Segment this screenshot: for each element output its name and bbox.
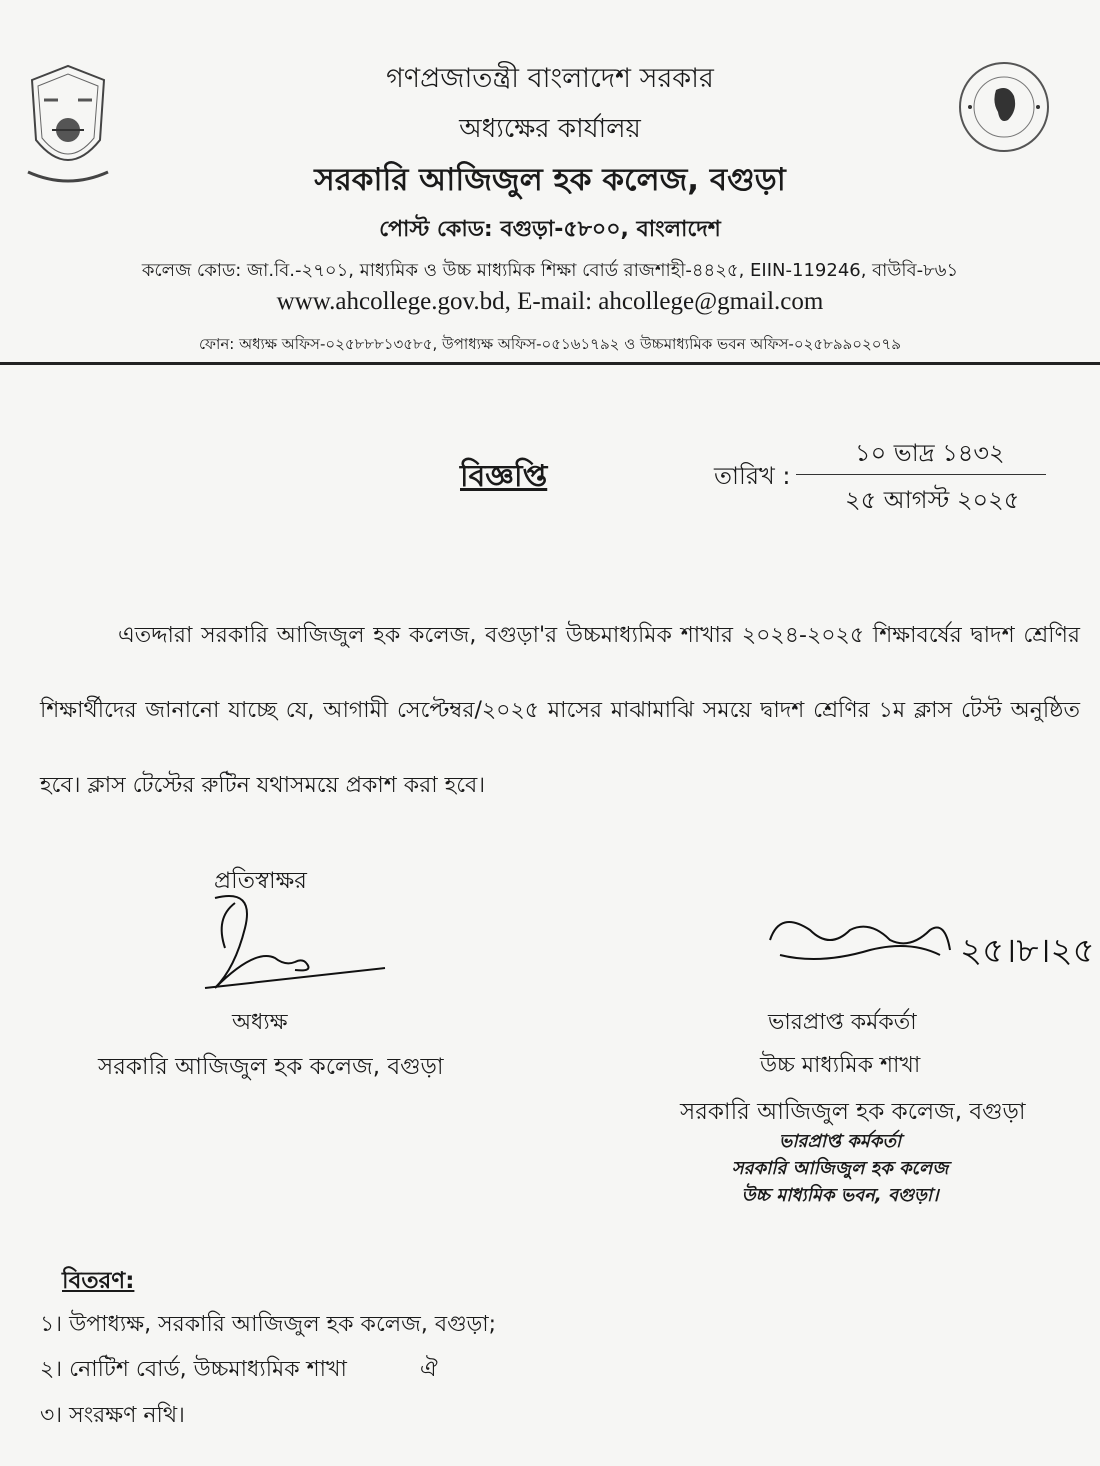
officer-title: ভারপ্রাপ্ত কর্মকর্তা bbox=[768, 1010, 917, 1035]
distribution-item-suffix: ঐ bbox=[420, 1357, 438, 1382]
date-label: তারিখ : bbox=[714, 462, 791, 490]
date-bangla: ১০ ভাদ্র ১৪৩২ bbox=[855, 439, 1005, 467]
date-divider bbox=[796, 474, 1046, 475]
stamp-line-1: ভারপ্রাপ্ত কর্মকর্তা bbox=[778, 1131, 902, 1152]
web-email: www.ahcollege.gov.bd, E-mail: ahcollege@gmail.com bbox=[276, 288, 824, 315]
officer-branch: উচ্চ মাধ্যমিক শাখা bbox=[760, 1053, 921, 1078]
stamp-line-3: উচ্চ মাধ্যমিক ভবন, বগুড়া। bbox=[741, 1185, 939, 1206]
notice-title: বিজ্ঞপ্তি bbox=[460, 459, 548, 494]
officer-college: সরকারি আজিজুল হক কলেজ, বগুড়া bbox=[680, 1099, 1026, 1125]
distribution-item: ২। নোটিশ বোর্ড, উচ্চমাধ্যমিক শাখা bbox=[40, 1357, 347, 1382]
postcode: পোস্ট কোড: বগুড়া-৫৮০০, বাংলাদেশ bbox=[379, 217, 721, 242]
principal-title: অধ্যক্ষ bbox=[232, 1010, 288, 1035]
distribution-item: ৩। সংরক্ষণ নথি। bbox=[40, 1403, 185, 1428]
principal-college: সরকারি আজিজুল হক কলেজ, বগুড়া bbox=[98, 1054, 444, 1080]
notice-body: এতদ্দারা সরকারি আজিজুল হক কলেজ, বগুড়া'র উচ্চমাধ্যমিক শাখার ২০২৪-২০২৫ শিক্ষাবর্ষের দ্বাদশ শ্রেণির শিক্ষার্থীদের জানানো যাচ্ছে যে, আগামী সেপ্টেম্বর/২০২৫ মাসের মাঝামাঝি সময়ে দ্বাদশ শ্রেণির ১ম ক্লাস টেস্ট অনুষ্ঠিত হবে। ক্লাস টেস্টের রুটিন যথাসময়ে প্রকাশ করা হবে। bbox=[40, 623, 1080, 798]
countersign-label: প্রতিস্বাক্ষর bbox=[214, 868, 307, 894]
college-name: সরকারি আজিজুল হক কলেজ, বগুড়া bbox=[314, 162, 786, 198]
header-divider bbox=[0, 362, 1100, 365]
office-name: অধ্যক্ষের কার্যালয় bbox=[459, 114, 641, 144]
date-gregorian: ২৫ আগস্ট ২০২৫ bbox=[845, 486, 1020, 514]
officer-signature bbox=[760, 900, 1095, 995]
college-codes: কলেজ কোড: জা.বি.-২৭০১, মাধ্যমিক ও উচ্চ মাধ্যমিক শিক্ষা বোর্ড রাজশাহী-৪৪২৫, EIIN-119246, বাউবি-৮৬১ bbox=[141, 260, 959, 281]
principal-signature bbox=[195, 888, 395, 998]
officer-handwritten-date: ২৫।৮।২৫ bbox=[960, 932, 1095, 970]
government-name: গণপ্রজাতন্ত্রী বাংলাদেশ সরকার bbox=[386, 63, 714, 94]
distribution-title: বিতরণ: bbox=[62, 1268, 135, 1294]
stamp-line-2: সরকারি আজিজুল হক কলেজ bbox=[731, 1158, 949, 1179]
official-stamp bbox=[690, 1128, 990, 1209]
distribution-item: ১। উপাধ্যক্ষ, সরকারি আজিজুল হক কলেজ, বগুড়া; bbox=[40, 1312, 497, 1337]
phone-numbers: ফোন: অধ্যক্ষ অফিস-০২৫৮৮৮১৩৫৮৫, উপাধ্যক্ষ অফিস-০৫১৬১৭৯২ ও উচ্চমাধ্যমিক ভবন অফিস-০২৫৮৯৯০২০৭৯ bbox=[198, 335, 902, 353]
